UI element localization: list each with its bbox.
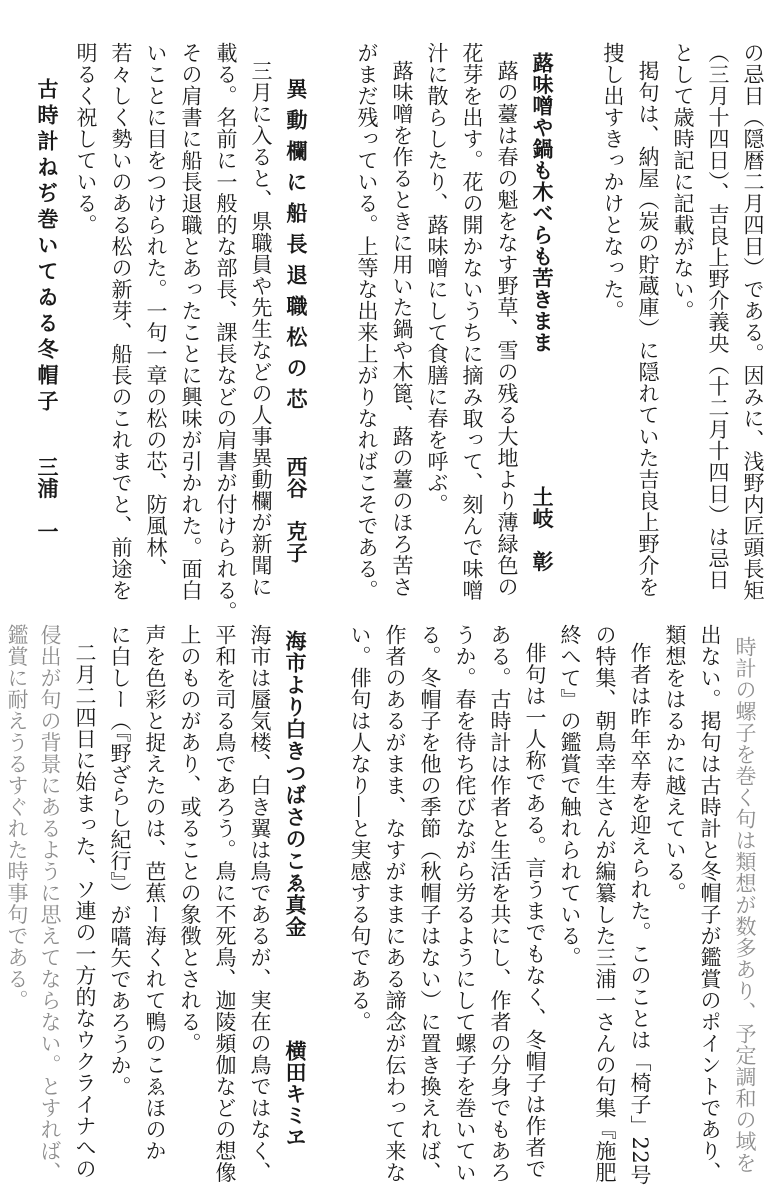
text-column: る。冬帽子を他の季節（秋帽子はない）に置き換えれば、 <box>418 624 442 1183</box>
haiku-title: 海市より白きつばさのこゑ真金 <box>283 630 307 938</box>
text-column: 若々しく勢いのある松の新芽、船長のこれまでと、前途を <box>109 42 133 601</box>
text-column: その肩書に船長退職とあったことに興味が引かれた。面白 <box>179 42 203 601</box>
haiku-author: 土岐 彰 <box>530 486 554 572</box>
text-column: 二月二四日に始まった、ソ連の一方的なウクライナへの <box>73 642 97 1180</box>
text-column: 平和を司る鳥であろう。鳥に不死鳥、迦陵頻伽などの想像 <box>213 624 237 1183</box>
haiku-author: 横田キミヱ <box>283 1040 307 1148</box>
text-column: 作者のあるがまま、なすがままにある諦念が伝わって来な <box>383 624 407 1183</box>
text-column: 掲句は、納屋（炭の貯蔵庫）に隠れていた吉良上野介を <box>636 60 660 598</box>
text-column: 海市は蜃気楼、白き翼は鳥であるが、実在の鳥ではなく、 <box>248 624 272 1183</box>
text-column: 俳句は一人称である。言うまでもなく、冬帽子は作者で <box>523 642 547 1180</box>
text-column: 声を色彩と捉えたのは、芭蕉ー海くれて鴨のこゑほのか <box>143 624 167 1162</box>
text-column: 上のものがあり、或ることの象徴とされる。 <box>178 624 202 1054</box>
text-column: 侵出が句の背景にあるように思えてならない。とすれば、 <box>38 624 62 1183</box>
text-column: （三月十四日）、吉良上野介義央（十二月十四日）は忌日 <box>706 42 730 591</box>
text-column: 時計の螺子を巻く句は類想が数多あり、予定調和の域を <box>733 636 757 1174</box>
text-column: がまだ残っている。上等な出来上がりなればこそである。 <box>355 42 379 601</box>
text-column: 明るく祝している。 <box>74 42 98 236</box>
text-column: 蕗味噌を作るときに用いた鍋や木篦、蕗の薹のほろ苦さ <box>390 60 414 598</box>
text-column: に白しー（『野ざらし紀行』）が嚆矢であろうか。 <box>108 624 132 1098</box>
haiku-title: 異動欄に船長退職松の芯 <box>284 78 308 419</box>
text-column: として歳時記に記載がない。 <box>671 42 695 322</box>
text-column: 花芽を出す。花の開かないうちに摘み取って、刻んで味噌 <box>460 42 484 601</box>
text-column: 作者は昨年卒寿を迎えられた。このことは「椅子」22号 <box>628 642 652 1186</box>
text-column: の特集、朝鳥幸生さんが編纂した三浦一さんの句集『施肥 <box>593 624 617 1183</box>
text-column: の忌日（隠暦二月四日）である。因みに、浅野内匠頭長矩 <box>741 42 765 601</box>
text-column: いことに目をつけられた。一句一章の松の芯、防風林、 <box>144 42 168 580</box>
haiku-title: 蕗味噌や鍋も木べらも苦きまま <box>530 52 554 353</box>
text-column: 捜し出すきっかけとなった。 <box>601 42 625 322</box>
text-column: 汁に散らしたり、蕗味噌にして食膳に春を呼ぶ。 <box>425 42 449 515</box>
text-column: うか。春を待ち侘びながら労るようにして螺子を巻いてい <box>453 624 477 1183</box>
haiku-title: 古時計ねぢ巻いてゐる冬帽子 <box>35 78 59 416</box>
text-column: 三月に入ると、県職員や先生などの人事異動欄が新聞に <box>249 60 273 598</box>
text-column: 出ない。掲句は古時計と冬帽子が鑑賞のポイントであり、 <box>698 624 722 1183</box>
text-column: ある。古時計は作者と生活を共にし、作者の分身でもあろ <box>488 624 512 1183</box>
text-column: い。俳句は人なり―と実感する句である。 <box>348 624 372 1033</box>
text-column: 鑑賞に耐えうるすぐれた時事句である。 <box>5 624 29 1011</box>
text-column: 終へて』の鑑賞で触れられている。 <box>558 624 582 968</box>
text-column: 蕗の薹は春の魁をなす野草、雪の残る大地より薄緑色の <box>495 60 519 598</box>
text-column: 類想をはるかに越えている。 <box>663 624 687 904</box>
haiku-author: 西谷 克子 <box>284 456 308 564</box>
text-column: 載る。名前に一般的な部長、課長などの肩書が付けられる。 <box>214 42 238 623</box>
haiku-author: 三浦 一 <box>35 456 59 542</box>
